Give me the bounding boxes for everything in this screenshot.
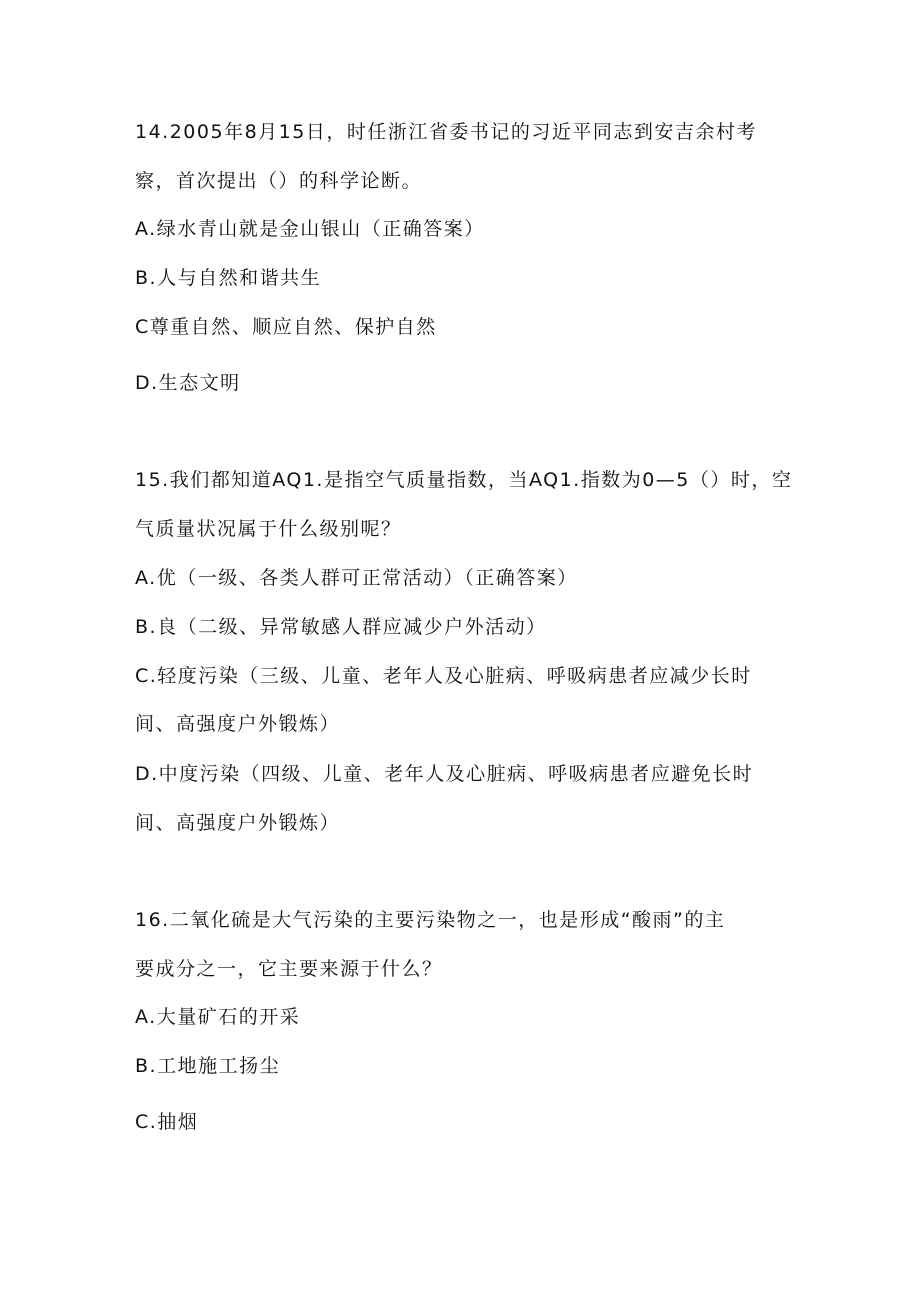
question-14-option-a: A.绿水青山就是金山银山（正确答案） [135,218,485,240]
question-15-option-b: B.良（二级、异常敏感人群应减少户外活动） [135,616,547,638]
question-14-option-c: C尊重自然、顺应自然、保护自然 [135,316,437,338]
question-14-stem-line-2: 察，首次提出（）的科学论断。 [135,170,423,192]
question-16-option-c: C.抽烟 [135,1111,199,1133]
question-15-stem-line-1: 15.我们都知道AQ1.是指空气质量指数，当AQ1.指数为0—5（）时，空 [135,469,793,491]
question-14-option-d: D.生态文明 [135,372,241,394]
question-15-option-d-line-2: 间、高强度户外锻炼） [135,812,341,834]
question-15-option-a: A.优（一级、各类人群可正常活动）（正确答案） [135,567,578,589]
question-14-option-b: B.人与自然和谐共生 [135,267,322,289]
question-16-option-b: B.工地施工扬尘 [135,1055,281,1077]
question-15-option-c-line-2: 间、高强度户外锻炼） [135,713,341,735]
question-15-option-d-line-1: D.中度污染（四级、儿童、老年人及心脏病、呼吸病患者应避免长时 [135,763,754,785]
question-15-stem-line-2: 气质量状况属于什么级别呢？ [135,518,402,540]
question-15-option-c-line-1: C.轻度污染（三级、儿童、老年人及心脏病、呼吸病患者应减少长时 [135,665,752,687]
question-14-stem-line-1: 14.2005年8月15日，时任浙江省委书记的习近平同志到安吉余村考 [135,121,757,143]
question-16-stem-line-2: 要成分之一，它主要来源于什么？ [135,958,443,980]
question-16-stem-line-1: 16.二氧化硫是大气污染的主要污染物之一，也是形成“酸雨”的主 [135,909,726,931]
question-16-option-a: A.大量矿石的开采 [135,1006,301,1028]
